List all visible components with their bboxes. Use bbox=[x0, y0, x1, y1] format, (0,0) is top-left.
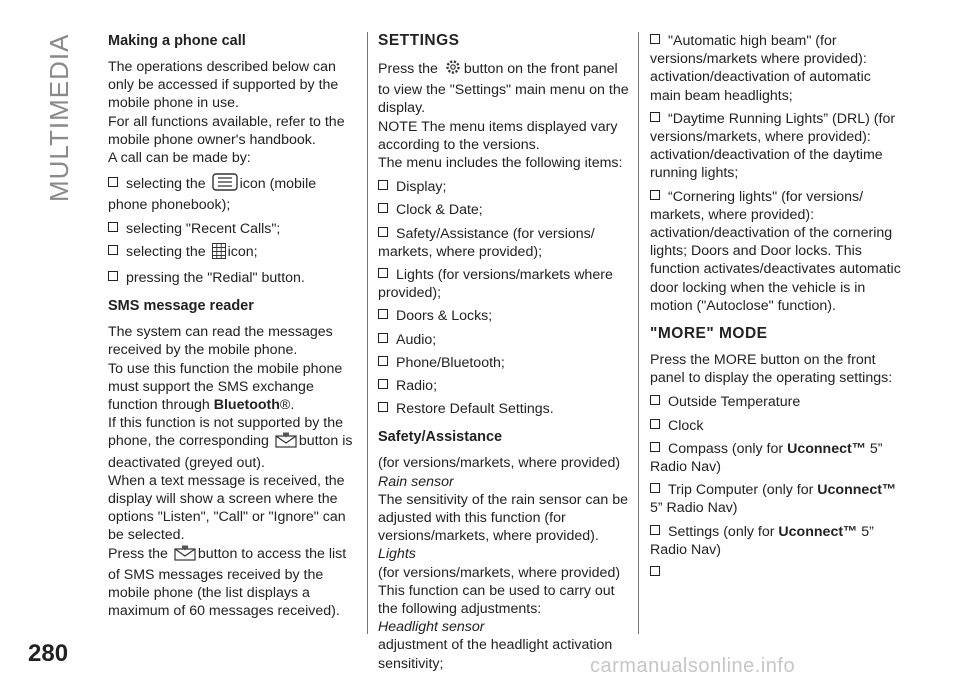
list-item: Audio; bbox=[378, 331, 630, 349]
paragraph: For all functions available, refer to the mobile phone owner's handbook. bbox=[108, 113, 345, 148]
paragraph: If this function is not supported by the phone, the corresponding button is deactivated (greyed out). bbox=[108, 415, 353, 471]
list-item: selecting "Recent Calls"; bbox=[108, 220, 358, 238]
checkbox-bullet-icon bbox=[650, 34, 660, 44]
checkbox-bullet-icon bbox=[378, 379, 388, 389]
checkbox-bullet-icon bbox=[378, 268, 388, 278]
heading-more-mode: "MORE" MODE bbox=[650, 325, 768, 343]
paragraph: Press the MORE button on the front panel to display the operating settings: bbox=[650, 352, 893, 387]
paragraph: When a text message is received, the display will show a screen where the options "Listen", "Call" or "Ignore" can be selected. bbox=[108, 472, 346, 544]
paragraph: The sensitivity of the rain sensor can be adjusted with this function (for versions/markets, where provided). bbox=[378, 491, 628, 545]
paragraph: This function can be used to carry out the following adjustments: bbox=[378, 582, 615, 618]
checkbox-bullet-icon bbox=[650, 483, 660, 493]
heading-making-phone-call: Making a phone call bbox=[108, 33, 246, 49]
paragraph: The system can read the messages received by the mobile phone. bbox=[108, 324, 333, 359]
column-divider bbox=[367, 32, 368, 634]
checkbox-bullet-icon bbox=[378, 309, 388, 319]
section-side-label: MULTIMEDIA bbox=[44, 33, 74, 202]
list-item: Trip Computer (only for Uconnect™ 5” Radio Nav) bbox=[650, 482, 897, 517]
paragraph: (for versions/markets, where provided) bbox=[378, 455, 621, 472]
list-item: pressing the "Redial" button. bbox=[108, 269, 358, 287]
checkbox-bullet-icon bbox=[108, 177, 118, 187]
checkbox-bullet-icon bbox=[378, 180, 388, 190]
checkbox-bullet-icon bbox=[108, 271, 118, 281]
list-item: Clock bbox=[650, 417, 902, 435]
checkbox-bullet-icon bbox=[378, 227, 388, 237]
keypad-icon bbox=[212, 243, 226, 264]
list-item: Doors & Locks; bbox=[378, 307, 630, 325]
list-item: Clock & Date; bbox=[378, 201, 630, 219]
paragraph: The menu includes the following items: bbox=[378, 155, 623, 172]
heading-sms-reader: SMS message reader bbox=[108, 298, 254, 315]
list-item: Radio; bbox=[378, 377, 630, 395]
list-item: Safety/Assistance (for versions/ markets, where provided); bbox=[378, 225, 595, 260]
paragraph: A call can be made by: bbox=[108, 150, 251, 167]
list-item: Compass (only for Uconnect™ 5” Radio Nav) bbox=[650, 440, 883, 476]
list-item-empty bbox=[650, 564, 902, 582]
checkbox-bullet-icon bbox=[650, 566, 660, 576]
checkbox-bullet-icon bbox=[108, 245, 118, 255]
list-item: "Automatic high beam" (for versions/markets where provided): activation/deactivation of automatic main beam headlights; bbox=[650, 33, 871, 104]
phonebook-icon bbox=[212, 173, 238, 196]
list-item: selecting the icon; bbox=[108, 243, 358, 264]
column-3 bbox=[650, 32, 902, 587]
paragraph: Press the button to access the list of SMS messages received by the mobile phone (the list displays a maximum of 60 messages received). bbox=[108, 545, 347, 620]
checkbox-bullet-icon bbox=[650, 419, 660, 429]
paragraph: The operations described below can only be accessed if supported by the mobile phone in use. bbox=[108, 59, 339, 112]
column-1 bbox=[108, 32, 358, 620]
paragraph: (for versions/markets, where provided) bbox=[378, 564, 621, 581]
checkbox-bullet-icon bbox=[650, 190, 660, 200]
heading-settings: SETTINGS bbox=[378, 32, 460, 49]
column-divider bbox=[638, 32, 639, 634]
checkbox-bullet-icon bbox=[108, 222, 118, 232]
checkbox-bullet-icon bbox=[650, 112, 660, 122]
column-2 bbox=[378, 32, 630, 673]
list-item: “Daytime Running Lights” (DRL) (for versions/markets, where provided): activation/deactivation of the daytime running lights; bbox=[650, 110, 896, 182]
subheading-lights: Lights bbox=[378, 546, 416, 563]
heading-safety-assistance: Safety/Assistance bbox=[378, 429, 503, 446]
checkbox-bullet-icon bbox=[378, 402, 388, 412]
list-item: “Cornering lights" (for versions/ markets, where provided): activation/deactivation of the cornering lights; Doors and Door locks. This function activates/deactivates automatic door locking when the vehicle is in motion ("Autoclose" function). bbox=[650, 188, 901, 314]
sms-envelope-icon bbox=[275, 432, 297, 453]
list-item: Display; bbox=[378, 178, 630, 196]
paragraph: Press the button on the front panel to view the "Settings" main menu on the display. bbox=[378, 58, 630, 118]
subheading-headlight-sensor: Headlight sensor bbox=[378, 619, 485, 636]
checkbox-bullet-icon bbox=[378, 333, 388, 343]
paragraph: NOTE The menu items displayed vary according to the versions. bbox=[378, 118, 618, 153]
list-item: selecting the icon (mobile phone phonebook); bbox=[108, 173, 358, 214]
subheading-rain-sensor: Rain sensor bbox=[378, 473, 454, 490]
sms-envelope-icon bbox=[174, 545, 196, 566]
checkbox-bullet-icon bbox=[650, 442, 660, 452]
settings-menu-list bbox=[378, 178, 630, 418]
settings-gear-icon bbox=[444, 58, 462, 81]
list-item: Phone/Bluetooth; bbox=[378, 354, 630, 372]
paragraph: To use this function the mobile phone must support the SMS exchange function through Bluetooth®. bbox=[108, 360, 343, 414]
checkbox-bullet-icon bbox=[650, 395, 660, 405]
list-item: Settings (only for Uconnect™ 5” Radio Nav) bbox=[650, 523, 874, 558]
checkbox-bullet-icon bbox=[378, 356, 388, 366]
paragraph: adjustment of the headlight activation sensitivity; bbox=[378, 637, 613, 672]
list-item: Restore Default Settings. bbox=[378, 400, 630, 418]
list-item: Lights (for versions/markets where provided); bbox=[378, 267, 613, 302]
checkbox-bullet-icon bbox=[378, 203, 388, 213]
list-item: Outside Temperature bbox=[650, 393, 902, 411]
page-number: 280 bbox=[28, 640, 69, 667]
watermark: carmanualsonline.info bbox=[590, 655, 796, 677]
checkbox-bullet-icon bbox=[650, 525, 660, 535]
